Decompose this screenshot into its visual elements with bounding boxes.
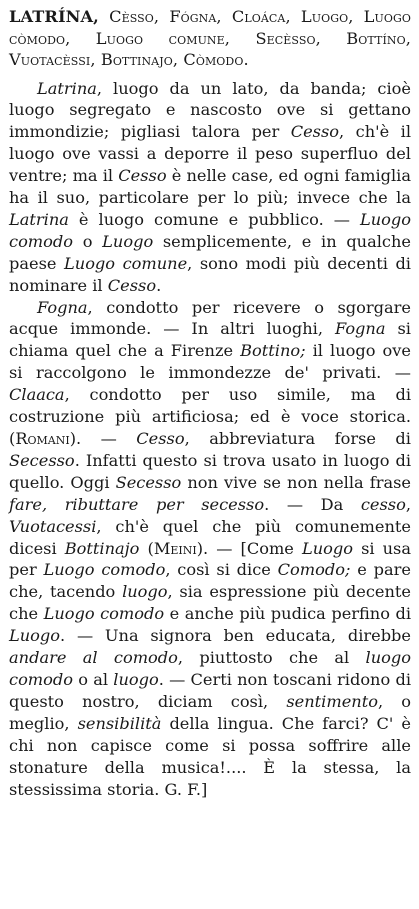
entry-body <box>9 78 411 801</box>
italic-term: Secesso <box>115 472 182 492</box>
text-run: , <box>405 494 411 514</box>
italic-term: Fogna <box>37 297 88 317</box>
text-run: . — Una signora ben educata, direbbe <box>60 626 411 646</box>
headword-lead: LATRÍNA, <box>9 7 99 26</box>
text-run: , così si dice <box>165 560 278 580</box>
text-run: , condotto per uso simile, ma di costruzione più artificiosa; ed è voce storica. ( <box>9 385 411 448</box>
text-run: , sono modi più decenti di nominare il <box>9 253 411 295</box>
italic-term: Luogo <box>301 538 353 558</box>
entry-headword <box>9 6 411 71</box>
italic-term: Cesso <box>136 429 185 448</box>
italic-term: Cesso <box>107 275 157 295</box>
italic-term: Claaca <box>9 385 65 405</box>
text-run: è nelle case, ed ogni famiglia ha il suo, particolare per lo più; invece che la <box>9 166 411 208</box>
italic-term: Latrina <box>9 209 69 229</box>
text-run: , luogo da un lato, da banda; cioè luogo segregato e nascosto ove si gettano immondizie; pigliasi talora per <box>9 78 411 142</box>
text-run: , condotto per ricevere o sgorgare acque immonde. — In altri luoghi, <box>9 297 411 339</box>
headword-synonyms: Cèsso, Fógna, Cloáca, Luogo, Luogo còmodo, Luogo comune, Secèsso, Bottíno, Vuotacèssi, Bottinajo, Còmodo. <box>9 7 411 69</box>
text-run: ( <box>139 538 154 558</box>
text-run: , ch'è il luogo ove vassi a deporre il peso superfluo del ventre; ma il <box>9 122 411 186</box>
text-run: si usa per <box>9 538 411 580</box>
italic-term: andare al comodo <box>9 648 178 668</box>
text-run: ). — <box>69 429 137 448</box>
italic-term: Secesso <box>9 450 75 470</box>
text-run: , o meglio, <box>9 691 411 733</box>
text-run: , sia espressione più decente che <box>9 582 411 624</box>
italic-term: Cesso <box>118 166 167 186</box>
italic-term: Luogo comodo <box>43 560 166 580</box>
italic-term: sentimento <box>286 691 378 711</box>
text-run: ). — [Come <box>196 538 302 558</box>
text-run: . — Da <box>264 494 361 514</box>
italic-term: cesso <box>360 494 406 514</box>
text-run: o al <box>73 669 114 689</box>
italic-term: Luogo comune <box>64 253 188 273</box>
text-run: semplicemente, e in qualche paese <box>9 231 411 273</box>
author-citation: Meini <box>153 538 197 558</box>
italic-term: Cesso <box>290 122 340 142</box>
text-run: , ch'è quel che più comunemente dicesi <box>9 516 411 558</box>
italic-term: Luogo <box>102 231 154 251</box>
text-run: . — Certi non toscani ridono di questo nostro, diciam così, <box>9 669 411 711</box>
italic-term: Bottinajo <box>64 538 140 558</box>
italic-term: luogo <box>122 582 168 602</box>
italic-term: Luogo comodo <box>43 604 165 624</box>
italic-term: sensibilità <box>77 713 162 733</box>
paragraph-latrina <box>9 78 411 297</box>
text-run: . <box>156 275 162 295</box>
text-run: è luogo comune e pubblico. — <box>68 209 360 229</box>
paragraph-fogna <box>9 297 411 801</box>
text-run: si chiama quel che a Firenze <box>9 319 411 361</box>
text-run: e anche più pudica perfino di <box>164 604 412 624</box>
italic-term: Comodo; <box>277 560 351 580</box>
italic-term: Vuotacessi <box>9 516 97 536</box>
italic-term: fare, ributtare per secesso <box>9 494 265 514</box>
text-run: o <box>73 231 103 251</box>
italic-term: Latrina <box>37 78 97 98</box>
italic-term: luogo comodo <box>9 648 411 689</box>
text-run: , abbreviatura forse di <box>184 429 411 448</box>
text-run: . Infatti questo si trova usato in luogo di quello. Oggi <box>9 450 411 492</box>
italic-term: luogo <box>113 669 159 689</box>
text-run: della lingua. Che farci? C' è chi non capisce come si possa soffrire alle stonature della musica!.... È la stessa, la stessissima storia. G. F.] <box>9 713 411 799</box>
text-run: il luogo ove si raccolgono le immondezze de' privati. — <box>9 341 412 383</box>
italic-term: Fogna <box>334 319 386 339</box>
italic-term: Luogo comodo <box>9 209 411 251</box>
text-run: e pare che, tacendo <box>9 560 411 602</box>
text-run: non vive se non nella frase <box>181 472 412 492</box>
italic-term: Bottino; <box>240 341 306 361</box>
text-run: , piuttosto che al <box>177 648 366 668</box>
author-citation: Romani <box>15 429 70 448</box>
italic-term: Luogo <box>9 626 61 646</box>
